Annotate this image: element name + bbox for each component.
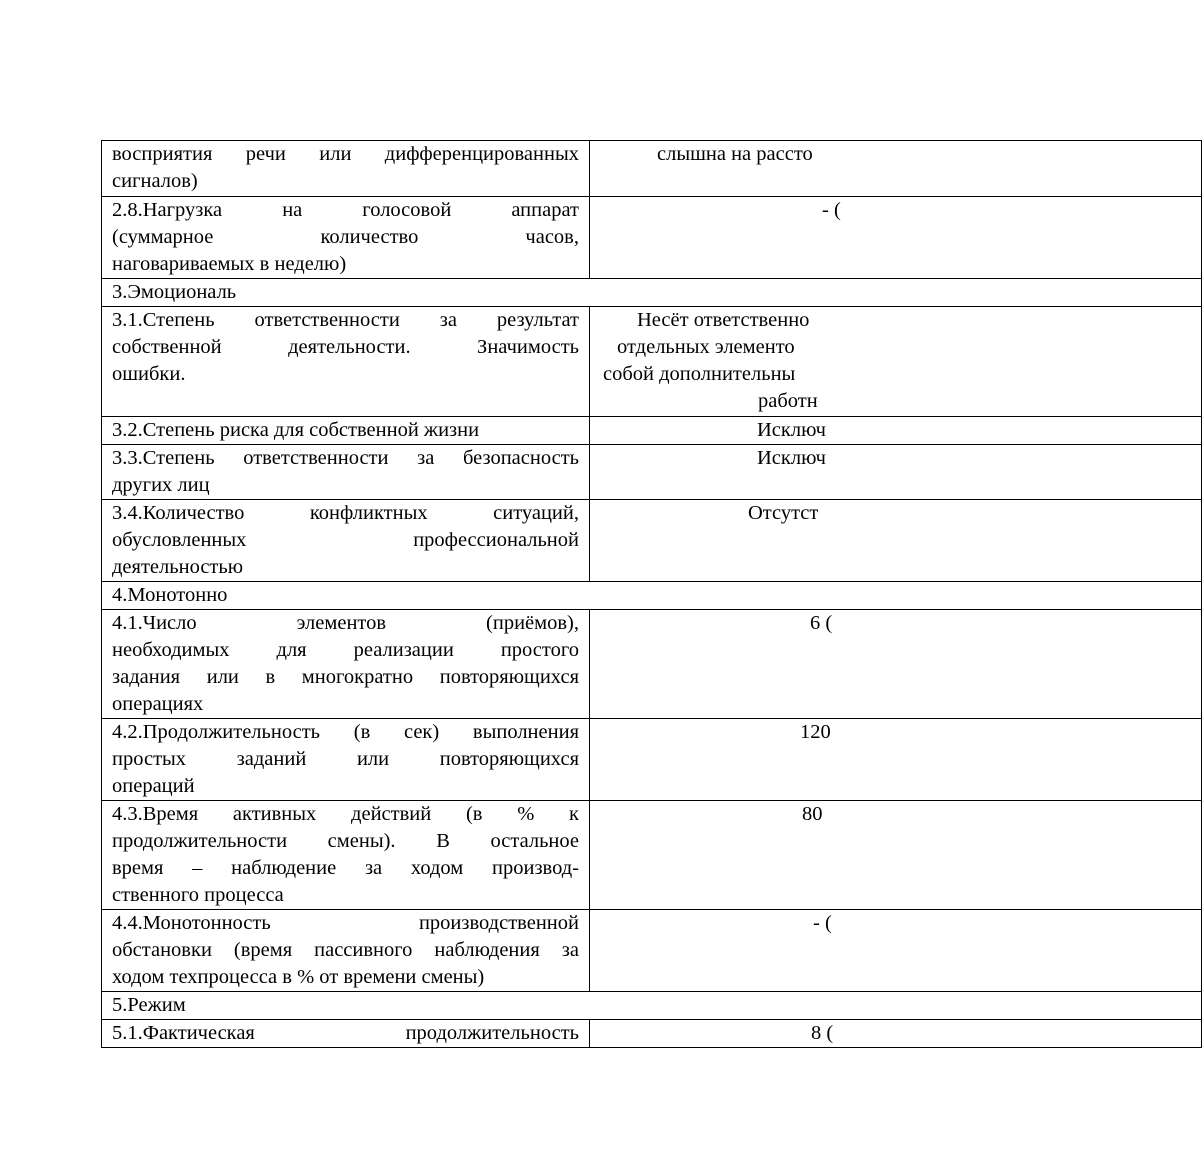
- value-line: отдельных элементо: [617, 336, 795, 358]
- section-header-row: [102, 992, 1202, 1020]
- criterion-line: (суммарное количество часов,: [112, 226, 579, 248]
- criterion-line: 3.3.Степень ответственности за безопасность: [112, 447, 579, 469]
- criterion-line: необходимых для реализации простого: [112, 639, 579, 661]
- table-row: [102, 141, 1202, 197]
- criterion-cell: [102, 801, 590, 910]
- criterion-line: обстановки (время пассивного наблюдения за: [112, 939, 579, 961]
- table-row: [102, 610, 1202, 719]
- criterion-line: 4.4.Монотонность производственной: [112, 912, 579, 934]
- criterion-line: 3.4.Количество конфликтных ситуаций,: [112, 502, 579, 524]
- criterion-cell: [102, 1020, 590, 1048]
- section-title: 4.Монотонно: [102, 582, 1202, 610]
- criterion-line: собственной деятельности. Значимость: [112, 336, 579, 358]
- value-line: Исключ: [757, 419, 826, 441]
- criterion-line: других лиц: [112, 474, 210, 496]
- criterion-line: 2.8.Нагрузка на голосовой аппарат: [112, 199, 579, 221]
- value-cell: [590, 500, 1202, 582]
- criterion-line: операциях: [112, 693, 204, 715]
- criterion-line: 3.1.Степень ответственности за результат: [112, 309, 579, 331]
- criterion-line: ственного процесса: [112, 884, 284, 906]
- criterion-line: наговариваемых в неделю): [112, 253, 347, 275]
- criterion-line: 5.1.Фактическая продолжительность: [112, 1022, 579, 1044]
- criterion-line: время – наблюдение за ходом производ-: [112, 857, 579, 879]
- value-cell: [590, 910, 1202, 992]
- criterion-line: 4.3.Время активных действий (в % к: [112, 803, 579, 825]
- criterion-line: 4.2.Продолжительность (в сек) выполнения: [112, 721, 579, 743]
- table-row: [102, 801, 1202, 910]
- value-line: собой дополнительны: [603, 363, 796, 385]
- criterion-cell: [102, 910, 590, 992]
- value-line: 8 (: [811, 1022, 834, 1044]
- criterion-cell: [102, 610, 590, 719]
- value-cell: [590, 307, 1202, 417]
- table-row: [102, 719, 1202, 801]
- value-line: 120: [800, 721, 831, 743]
- value-line: Отсутст: [748, 502, 819, 524]
- criteria-table-body: [102, 141, 1202, 1048]
- table-row: [102, 307, 1202, 417]
- section-title: 5.Режим: [102, 992, 1202, 1020]
- value-cell: [590, 1020, 1202, 1048]
- value-line: Исключ: [757, 447, 826, 469]
- value-line: Несёт ответственно: [637, 309, 810, 331]
- criterion-cell: [102, 445, 590, 500]
- criterion-line: обусловленных профессиональной: [112, 529, 579, 551]
- value-line: работн: [758, 390, 818, 412]
- criterion-line: деятельностью: [112, 556, 244, 578]
- criterion-line: сигналов): [112, 170, 198, 192]
- table-row: [102, 417, 1202, 445]
- criterion-line: продолжительности смены). В остальное: [112, 830, 579, 852]
- value-cell: [590, 610, 1202, 719]
- criterion-cell: [102, 417, 590, 445]
- criterion-cell: [102, 307, 590, 417]
- value-cell: [590, 417, 1202, 445]
- value-line: 6 (: [810, 612, 833, 634]
- criterion-line: 4.1.Число элементов (приёмов),: [112, 612, 579, 634]
- section-header-row: [102, 279, 1202, 307]
- criterion-line: операций: [112, 775, 195, 797]
- criterion-line: простых заданий или повторяющихся: [112, 748, 579, 770]
- section-header-row: [102, 582, 1202, 610]
- table-row: [102, 445, 1202, 500]
- value-line: 80: [802, 803, 823, 825]
- criterion-line: ошибки.: [112, 363, 186, 385]
- criterion-cell: [102, 719, 590, 801]
- criterion-cell: [102, 141, 590, 197]
- section-title: 3.Эмоциональ: [102, 279, 1202, 307]
- value-cell: [590, 197, 1202, 279]
- criterion-cell: [102, 500, 590, 582]
- table-row: [102, 500, 1202, 582]
- criterion-line: задания или в многократно повторяющихся: [112, 666, 579, 688]
- criterion-line: ходом техпроцесса в % от времени смены): [112, 966, 485, 988]
- value-cell: [590, 141, 1202, 197]
- value-line: слышна на рассто: [657, 143, 813, 165]
- criterion-cell: [102, 197, 590, 279]
- table-row: [102, 197, 1202, 279]
- table-row: [102, 1020, 1202, 1048]
- criterion-line: 3.2.Степень риска для собственной жизни: [112, 419, 480, 441]
- criteria-table: [101, 140, 1202, 1048]
- value-cell: [590, 719, 1202, 801]
- value-cell: [590, 445, 1202, 500]
- criterion-line: восприятия речи или дифференцированных: [112, 143, 579, 165]
- value-line: - (: [813, 912, 832, 934]
- document-page: [101, 140, 841, 1054]
- value-line: - (: [822, 199, 841, 221]
- table-row: [102, 910, 1202, 992]
- value-cell: [590, 801, 1202, 910]
